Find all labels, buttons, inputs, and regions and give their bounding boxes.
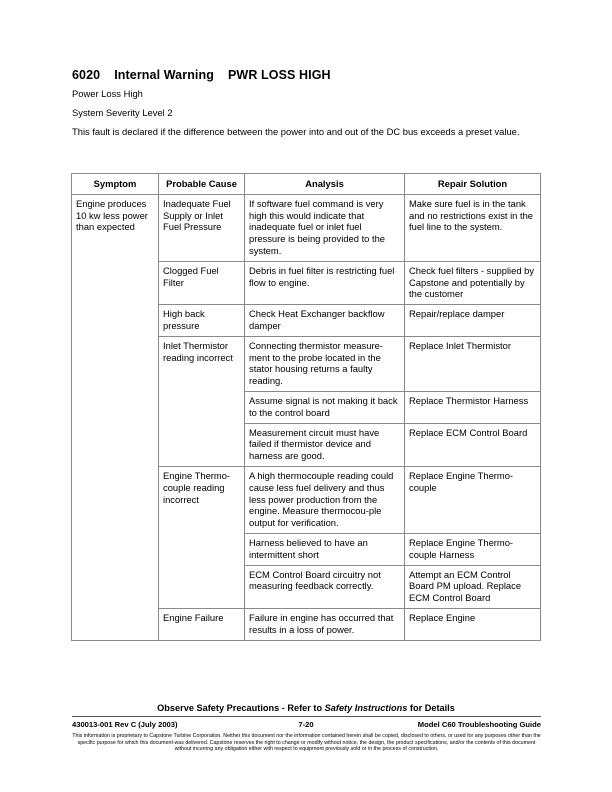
header-probable-cause: Probable Cause [159,174,245,195]
solution-cell: Check fuel filters - supplied by Capstone and potentially by the customer [405,261,541,304]
header-analysis: Analysis [245,174,405,195]
analysis-cell: If software fuel command is very high this would indicate that inadequate fuel or inlet fuel pressure is being provided to the system. [245,194,405,261]
safety-instructions-ref: Safety Instructions [324,703,408,713]
table-row [72,194,541,261]
cause-cell: Clogged Fuel Filter [159,261,245,304]
cause-cell: High back pressure [159,305,245,337]
analysis-cell: ECM Control Board circuitry not measuring feedback correctly. [245,565,405,608]
fault-code: 6020 [72,68,101,82]
severity-level: System Severity Level 2 [72,107,173,118]
analysis-cell: Harness believed to have an intermittent short [245,533,405,565]
guide-title: Model C60 Troubleshooting Guide [417,720,541,729]
analysis-cell: Assume signal is not making it back to the control board [245,391,405,423]
analysis-cell: Measurement circuit must have failed if thermistor device and harness are good. [245,423,405,466]
symptom-cell: Engine produces 10 kw less power than expected [72,194,159,640]
document-id: 430013-001 Rev C (July 2003) [72,720,178,729]
cause-cell: Engine Failure [159,608,245,640]
analysis-cell: Debris in fuel filter is restricting fuel flow to engine. [245,261,405,304]
solution-cell: Replace Engine Thermo-couple Harness [405,533,541,565]
safety-note [0,703,612,713]
cause-cell: Inadequate Fuel Supply or Inlet Fuel Pressure [159,194,245,261]
fault-name: PWR LOSS HIGH [227,68,331,82]
footer-divider [72,716,541,717]
cause-cell: Inlet Thermistor reading incorrect [159,336,245,466]
solution-cell: Replace Thermistor Harness [405,391,541,423]
fault-category: Internal Warning [114,68,214,82]
fault-description: This fault is declared if the difference between the power into and out of the DC bus exceeds a preset value. [72,126,520,137]
analysis-cell: Failure in engine has occurred that results in a loss of power. [245,608,405,640]
table-header-row [72,174,541,195]
page-number: 7-20 [298,720,314,729]
solution-cell: Replace ECM Control Board [405,423,541,466]
safety-suffix: for Details [407,703,455,713]
solution-cell: Replace Engine [405,608,541,640]
analysis-cell: Check Heat Exchanger backflow damper [245,305,405,337]
analysis-cell: A high thermocouple reading could cause less fuel delivery and thus less power production from the engine. Measure thermocou-ple output for verification. [245,466,405,533]
analysis-cell: Connecting thermistor measure-ment to the probe located in the stator housing returns a faulty reading. [245,336,405,391]
cause-cell: Engine Thermo-couple reading incorrect [159,466,245,608]
solution-cell: Replace Inlet Thermistor [405,336,541,391]
header-symptom: Symptom [72,174,159,195]
safety-prefix: Observe Safety Precautions - Refer to [157,703,325,713]
solution-cell: Repair/replace damper [405,305,541,337]
page-title [72,68,331,82]
legal-notice: This information is proprietary to Capstone Turbine Corporation. Neither this document nor the information contained herein shall be copied, disclosed to others, or used for any purposes other than the specific purpose for which this document was delivered. Capstone reserves the right to change or modify without notice, the design, the product specifications, and/or the contents of this document without incurring any obligation either with respect to equipment previously sold or in the process of construction. [72,733,541,753]
troubleshooting-table [71,173,541,641]
solution-cell: Make sure fuel is in the tank and no restrictions exist in the fuel line to the system. [405,194,541,261]
solution-cell: Attempt an ECM Control Board PM upload. Replace ECM Control Board [405,565,541,608]
fault-subtitle: Power Loss High [72,88,143,99]
header-repair-solution: Repair Solution [405,174,541,195]
solution-cell: Replace Engine Thermo-couple [405,466,541,533]
